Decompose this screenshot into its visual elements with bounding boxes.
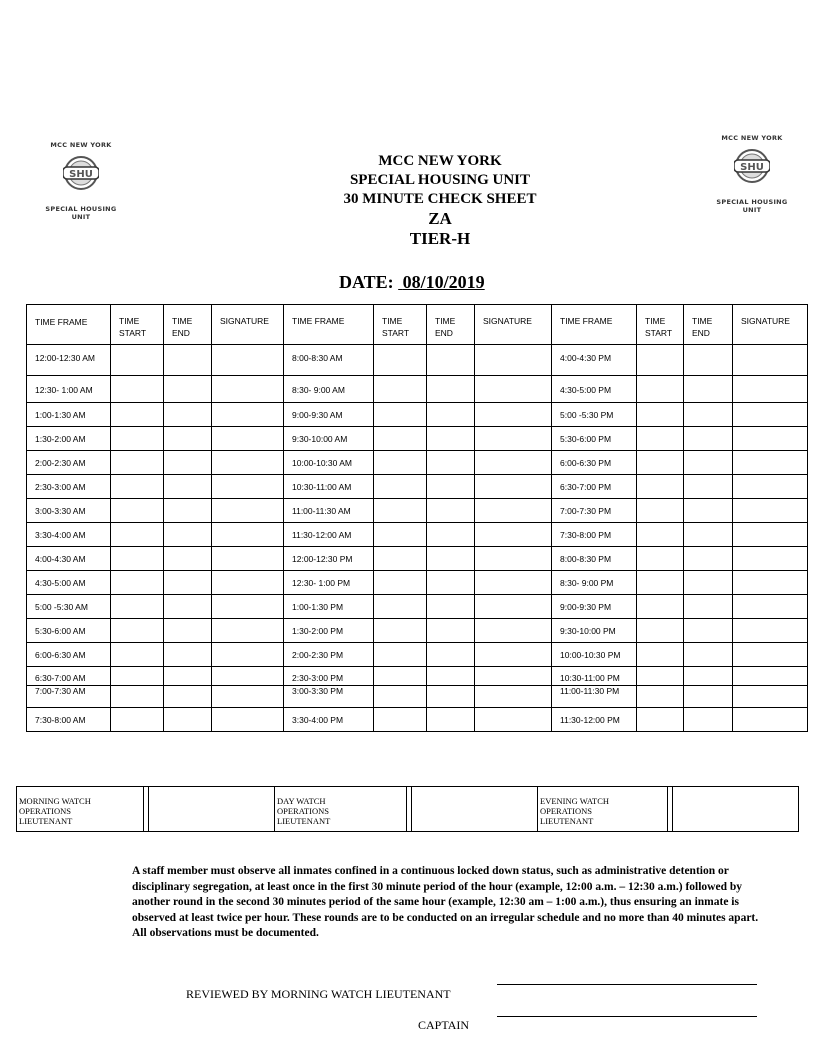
time-start-cell[interactable] [374,475,427,499]
day-watch-signature[interactable] [412,787,538,831]
col-time-end: TIME END [164,305,212,345]
signature-cell[interactable] [475,547,552,571]
time-start-cell[interactable] [374,547,427,571]
time-start-cell[interactable] [637,547,684,571]
logo-top-text: MCC NEW YORK [50,141,112,149]
table-row [27,427,808,451]
time-frame-cell: 6:00-6:30 AM [27,643,111,667]
time-frame-cell: 4:00-4:30 AM [27,547,111,571]
time-start-cell[interactable] [374,499,427,523]
time-start-cell[interactable] [111,571,164,595]
table-row [27,345,808,376]
time-end-cell[interactable] [164,345,212,376]
logo-bottom-text: SPECIAL HOUSING UNIT [716,198,788,214]
time-start-cell[interactable] [637,686,684,708]
time-start-cell[interactable] [637,643,684,667]
signature-cell[interactable] [475,345,552,376]
time-end-cell[interactable] [427,667,475,686]
time-end-cell[interactable] [427,571,475,595]
time-frame-cell: 12:00-12:30 AM [27,345,111,376]
time-frame-cell: 11:00-11:30 PM [552,686,637,708]
header-line-2: SPECIAL HOUSING UNIT [349,172,531,188]
time-start-cell[interactable] [374,571,427,595]
table-row [27,619,808,643]
signature-cell[interactable] [212,427,284,451]
time-end-cell[interactable] [684,427,733,451]
time-end-cell[interactable] [427,619,475,643]
policy-note: A staff member must observe all inmates confined in a continuous locked down status, such as administrative detention or disciplinary segregation, at least once in the first 30 minute period of the hour (example, 12:00 a.m. – 12:30 a.m.) followed by another round in the second 30 minutes period of the same hour (example, 12:30 am – 1:00 a.m.), thus ensuring an inmate is observed at least twice per hour. These rounds are to be conducted on an irregular schedule and no more than 40 minutes apart. All observations must be documented. [132,865,759,939]
time-frame-cell: 12:00-12:30 PM [284,547,374,571]
signature-cell[interactable] [733,708,808,732]
time-frame-cell: 9:30-10:00 PM [552,619,637,643]
time-start-cell[interactable] [111,619,164,643]
time-end-cell[interactable] [427,475,475,499]
time-start-cell[interactable] [111,667,164,686]
signature-cell[interactable] [475,619,552,643]
emblem-text: SHU [69,169,93,180]
time-frame-cell: 1:30-2:00 PM [284,619,374,643]
time-end-cell[interactable] [684,571,733,595]
signature-cell[interactable] [475,427,552,451]
signature-cell[interactable] [733,345,808,376]
time-start-cell[interactable] [111,686,164,708]
signature-cell[interactable] [212,667,284,686]
time-frame-cell: 3:00-3:30 PM [284,686,374,708]
time-end-cell[interactable] [684,345,733,376]
time-frame-cell: 9:30-10:00 AM [284,427,374,451]
signature-cell[interactable] [733,547,808,571]
time-start-cell[interactable] [111,708,164,732]
time-frame-cell: 11:30-12:00 AM [284,523,374,547]
time-start-cell[interactable] [374,376,427,403]
signature-cell[interactable] [733,403,808,427]
signature-cell[interactable] [212,686,284,708]
time-frame-cell: 10:00-10:30 AM [284,451,374,475]
signature-cell[interactable] [475,403,552,427]
time-end-cell[interactable] [164,475,212,499]
signature-cell[interactable] [733,667,808,686]
time-frame-cell: 1:30-2:00 AM [27,427,111,451]
time-end-cell[interactable] [427,499,475,523]
time-start-cell[interactable] [637,427,684,451]
signature-cell[interactable] [212,499,284,523]
time-start-cell[interactable] [374,686,427,708]
day-watch-label: DAY WATCH OPERATIONS LIEUTENANT [275,787,407,831]
time-start-cell[interactable] [111,547,164,571]
header-line-1: MCC NEW YORK [378,153,502,169]
signature-cell[interactable] [733,571,808,595]
time-end-cell[interactable] [164,667,212,686]
signature-cell[interactable] [212,619,284,643]
time-end-cell[interactable] [427,451,475,475]
time-frame-cell: 3:30-4:00 AM [27,523,111,547]
time-start-cell[interactable] [637,451,684,475]
signature-cell[interactable] [475,523,552,547]
time-end-cell[interactable] [164,686,212,708]
time-end-cell[interactable] [684,708,733,732]
signature-cell[interactable] [733,427,808,451]
col-time-end: TIME END [684,305,733,345]
signature-cell[interactable] [475,686,552,708]
time-frame-cell: 12:30- 1:00 PM [284,571,374,595]
time-frame-cell: 6:30-7:00 AM [27,667,111,686]
time-start-cell[interactable] [374,403,427,427]
time-frame-cell: 5:00 -5:30 PM [552,403,637,427]
reviewed-signature-line[interactable] [497,984,757,985]
time-end-cell[interactable] [684,403,733,427]
time-frame-cell: 3:00-3:30 AM [27,499,111,523]
signature-cell[interactable] [212,708,284,732]
time-end-cell[interactable] [164,643,212,667]
time-frame-cell: 8:30- 9:00 AM [284,376,374,403]
col-time-start: TIME START [637,305,684,345]
time-frame-cell: 6:00-6:30 PM [552,451,637,475]
time-end-cell[interactable] [164,708,212,732]
signature-cell[interactable] [212,547,284,571]
time-frame-cell: 4:30-5:00 AM [27,571,111,595]
time-end-cell[interactable] [164,595,212,619]
col-time-frame: TIME FRAME [284,305,374,345]
signature-cell[interactable] [212,595,284,619]
signature-cell[interactable] [212,643,284,667]
table-row [27,523,808,547]
time-end-cell[interactable] [684,686,733,708]
time-start-cell[interactable] [374,523,427,547]
time-frame-cell: 4:00-4:30 PM [552,345,637,376]
time-start-cell[interactable] [637,619,684,643]
signature-cell[interactable] [212,345,284,376]
date-field [339,272,485,293]
time-start-cell[interactable] [111,523,164,547]
col-time-start: TIME START [111,305,164,345]
table-row [27,376,808,403]
col-time-end: TIME END [427,305,475,345]
time-end-cell[interactable] [684,595,733,619]
time-frame-cell: 7:30-8:00 AM [27,708,111,732]
time-frame-cell: 6:30-7:00 PM [552,475,637,499]
signature-cell[interactable] [733,619,808,643]
time-frame-cell: 2:00-2:30 PM [284,643,374,667]
time-start-cell[interactable] [637,708,684,732]
time-start-cell[interactable] [111,451,164,475]
morning-watch-signature[interactable] [149,787,275,831]
time-frame-cell: 4:30-5:00 PM [552,376,637,403]
signature-cell[interactable] [475,499,552,523]
time-frame-cell: 9:00-9:30 PM [552,595,637,619]
col-signature: SIGNATURE [212,305,284,345]
time-end-cell[interactable] [427,403,475,427]
captain-signature-line[interactable] [497,1016,757,1017]
time-end-cell[interactable] [164,427,212,451]
signature-cell[interactable] [475,451,552,475]
signature-cell[interactable] [475,667,552,686]
time-start-cell[interactable] [111,499,164,523]
time-frame-cell: 8:00-8:30 AM [284,345,374,376]
table-row [27,571,808,595]
header-line-5: TIER-H [409,229,471,248]
time-start-cell[interactable] [637,376,684,403]
time-start-cell[interactable] [637,475,684,499]
time-end-cell[interactable] [427,643,475,667]
time-frame-cell: 7:00-7:30 PM [552,499,637,523]
time-end-cell[interactable] [164,376,212,403]
col-time-start: TIME START [374,305,427,345]
time-end-cell[interactable] [427,523,475,547]
time-start-cell[interactable] [637,523,684,547]
document-header [0,152,816,249]
time-start-cell[interactable] [637,345,684,376]
table-row [27,547,808,571]
table-row [27,686,808,708]
signature-cell[interactable] [475,595,552,619]
time-end-cell[interactable] [164,547,212,571]
time-start-cell[interactable] [374,451,427,475]
time-frame-cell: 7:00-7:30 AM [27,686,111,708]
time-start-cell[interactable] [374,708,427,732]
signature-cell[interactable] [475,643,552,667]
signature-cell[interactable] [733,451,808,475]
table-row [27,475,808,499]
time-end-cell[interactable] [427,708,475,732]
signature-cell[interactable] [475,708,552,732]
signature-cell[interactable] [733,475,808,499]
time-end-cell[interactable] [427,345,475,376]
logo-top-text: MCC NEW YORK [721,134,783,142]
signature-cell[interactable] [733,376,808,403]
time-start-cell[interactable] [374,643,427,667]
time-end-cell[interactable] [684,643,733,667]
time-frame-cell: 2:30-3:00 PM [284,667,374,686]
time-frame-cell: 10:30-11:00 PM [552,667,637,686]
table-header-row [27,305,808,345]
header-line-3: 30 MINUTE CHECK SHEET [343,191,537,207]
table-row [27,667,808,686]
signature-cell[interactable] [212,451,284,475]
time-frame-cell: 8:00-8:30 PM [552,547,637,571]
time-frame-cell: 11:30-12:00 PM [552,708,637,732]
time-end-cell[interactable] [684,547,733,571]
time-frame-cell: 10:30-11:00 AM [284,475,374,499]
reviewed-by-label: REVIEWED BY MORNING WATCH LIEUTENANT [186,987,451,1001]
time-end-cell[interactable] [684,499,733,523]
signature-cell[interactable] [475,571,552,595]
time-end-cell[interactable] [427,427,475,451]
time-start-cell[interactable] [637,667,684,686]
time-frame-cell: 12:30- 1:00 AM [27,376,111,403]
time-end-cell[interactable] [164,403,212,427]
header-line-4: ZA [428,209,452,228]
time-start-cell[interactable] [111,403,164,427]
time-end-cell[interactable] [684,376,733,403]
signature-cell[interactable] [733,499,808,523]
time-end-cell[interactable] [427,376,475,403]
col-time-frame: TIME FRAME [27,305,111,345]
time-frame-cell: 1:00-1:30 PM [284,595,374,619]
time-frame-cell: 11:00-11:30 AM [284,499,374,523]
signature-cell[interactable] [733,523,808,547]
time-end-cell[interactable] [684,523,733,547]
time-frame-cell: 2:30-3:00 AM [27,475,111,499]
time-start-cell[interactable] [637,571,684,595]
logo-bottom-text: SPECIAL HOUSING UNIT [45,205,117,221]
time-end-cell[interactable] [164,571,212,595]
time-start-cell[interactable] [637,403,684,427]
time-start-cell[interactable] [111,475,164,499]
time-frame-cell: 5:00 -5:30 AM [27,595,111,619]
signature-cell[interactable] [212,376,284,403]
check-sheet-table [26,304,808,732]
col-time-frame: TIME FRAME [552,305,637,345]
time-start-cell[interactable] [111,643,164,667]
time-end-cell[interactable] [164,451,212,475]
table-row [27,499,808,523]
table-row [27,643,808,667]
captain-label: CAPTAIN [418,1018,470,1032]
time-end-cell[interactable] [164,523,212,547]
time-frame-cell: 2:00-2:30 AM [27,451,111,475]
emblem-text: SHU [740,162,764,173]
table-row [27,595,808,619]
date-label: DATE: [339,272,394,292]
morning-watch-label: MORNING WATCH OPERATIONS LIEUTENANT [17,787,144,831]
time-frame-cell: 10:00-10:30 PM [552,643,637,667]
time-start-cell[interactable] [111,595,164,619]
table-row [27,708,808,732]
time-start-cell[interactable] [374,345,427,376]
evening-watch-signature[interactable] [673,787,798,831]
evening-watch-label: EVENING WATCH OPERATIONS LIEUTENANT [538,787,668,831]
signature-cell[interactable] [475,376,552,403]
signature-cell[interactable] [212,475,284,499]
time-frame-cell: 1:00-1:30 AM [27,403,111,427]
time-frame-cell: 7:30-8:00 PM [552,523,637,547]
time-frame-cell: 3:30-4:00 PM [284,708,374,732]
time-start-cell[interactable] [374,595,427,619]
time-start-cell[interactable] [374,427,427,451]
date-value: 08/10/2019 [402,272,485,292]
time-start-cell[interactable] [637,499,684,523]
time-end-cell[interactable] [684,451,733,475]
table-row [27,451,808,475]
col-signature: SIGNATURE [475,305,552,345]
signature-cell[interactable] [733,595,808,619]
col-signature: SIGNATURE [733,305,808,345]
signature-cell[interactable] [733,643,808,667]
time-start-cell[interactable] [111,427,164,451]
time-start-cell[interactable] [111,376,164,403]
signature-cell[interactable] [212,523,284,547]
time-end-cell[interactable] [684,619,733,643]
time-end-cell[interactable] [427,547,475,571]
time-start-cell[interactable] [111,345,164,376]
table-row [27,403,808,427]
signature-cell[interactable] [212,571,284,595]
time-end-cell[interactable] [684,667,733,686]
time-end-cell[interactable] [427,686,475,708]
time-start-cell[interactable] [637,595,684,619]
signature-cell[interactable] [212,403,284,427]
time-end-cell[interactable] [684,475,733,499]
time-frame-cell: 5:30-6:00 PM [552,427,637,451]
time-frame-cell: 8:30- 9:00 PM [552,571,637,595]
time-end-cell[interactable] [164,499,212,523]
signature-cell[interactable] [475,475,552,499]
time-frame-cell: 5:30-6:00 AM [27,619,111,643]
time-start-cell[interactable] [374,667,427,686]
signature-cell[interactable] [733,686,808,708]
time-end-cell[interactable] [427,595,475,619]
watch-lieutenant-table [16,786,799,832]
time-frame-cell: 9:00-9:30 AM [284,403,374,427]
time-start-cell[interactable] [374,619,427,643]
time-end-cell[interactable] [164,619,212,643]
